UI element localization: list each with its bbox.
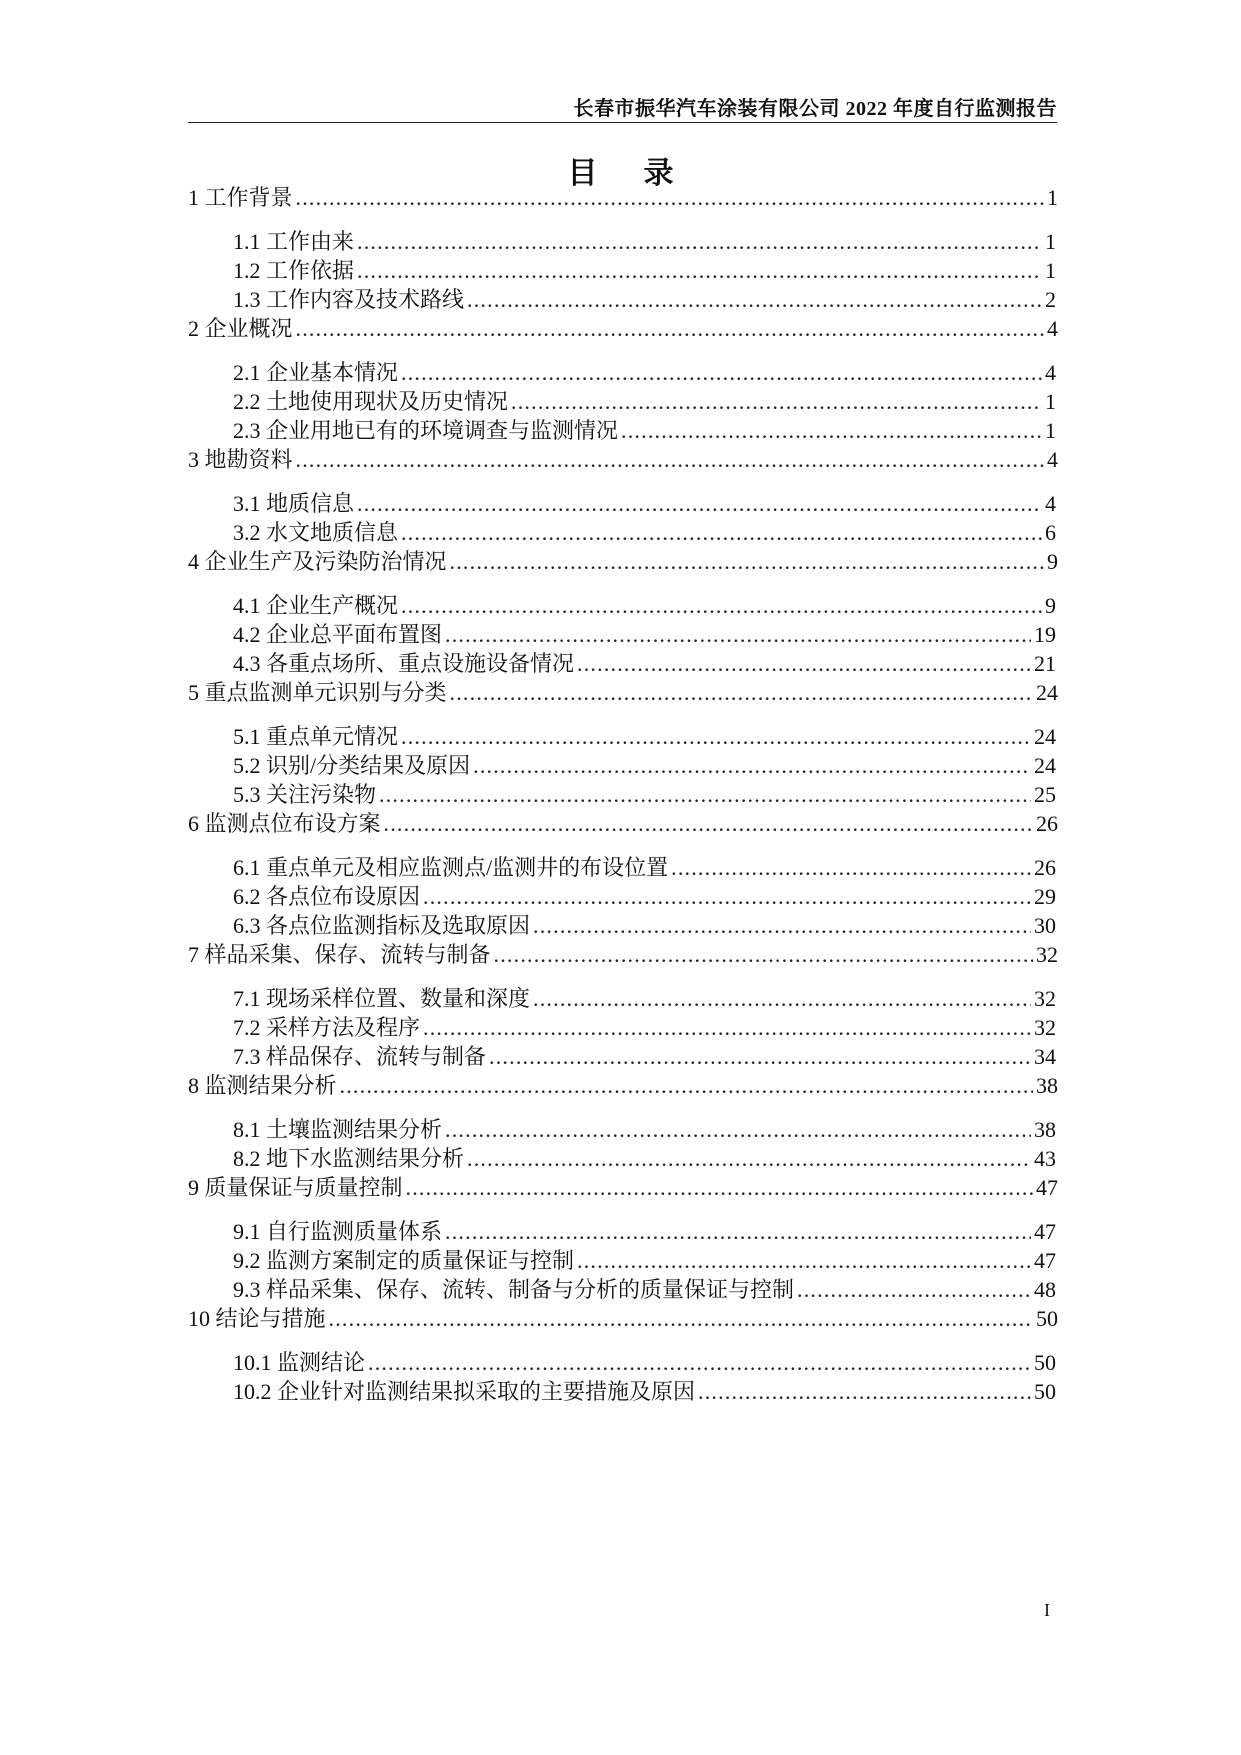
toc-title-part-2: 录 [643, 157, 674, 190]
toc-entry-label: 6 监测点位布设方案 [188, 811, 381, 836]
toc-dot-leader [401, 518, 1042, 548]
toc-dot-leader [329, 1304, 1033, 1334]
toc-entry-label: 3.1 地质信息 [233, 491, 355, 516]
toc-entry-page: 47 [1034, 1248, 1056, 1273]
toc-section-entry[interactable] [233, 853, 1056, 883]
toc-entry-page: 38 [1036, 1073, 1058, 1098]
toc-section-entry[interactable] [233, 1013, 1056, 1043]
toc-entry-page: 24 [1036, 680, 1058, 705]
toc-dot-leader [401, 591, 1042, 621]
toc-entry-page: 1 [1045, 389, 1056, 414]
toc-dot-leader [698, 1377, 1031, 1407]
toc-chapter-entry[interactable] [188, 1304, 1058, 1334]
toc-section-entry[interactable] [233, 722, 1056, 752]
toc-entry-page: 34 [1034, 1044, 1056, 1069]
toc-dot-leader [296, 445, 1044, 475]
toc-entry-page: 4 [1045, 491, 1056, 516]
toc-section-entry[interactable] [233, 1275, 1056, 1305]
toc-entry-label: 9 质量保证与质量控制 [188, 1175, 403, 1200]
toc-dot-leader [445, 620, 1031, 650]
toc-entry-label: 6.3 各点位监测指标及选取原因 [233, 913, 531, 938]
toc-section-entry[interactable] [233, 1042, 1056, 1072]
toc-entry-label: 2.2 土地使用现状及历史情况 [233, 389, 509, 414]
toc-dot-leader [401, 358, 1042, 388]
toc-section-entry[interactable] [233, 1246, 1056, 1276]
toc-dot-leader [379, 780, 1031, 810]
toc-entry-page: 24 [1034, 724, 1056, 749]
toc-dot-leader [467, 1144, 1031, 1174]
toc-dot-leader [357, 256, 1042, 286]
toc-dot-leader [797, 1275, 1031, 1305]
toc-section-entry[interactable] [233, 256, 1056, 286]
toc-entry-label: 1.3 工作内容及技术路线 [233, 287, 465, 312]
toc-entry-page: 38 [1034, 1117, 1056, 1142]
toc-entry-page: 50 [1034, 1350, 1056, 1375]
toc-entry-page: 47 [1036, 1175, 1058, 1200]
toc-dot-leader [450, 678, 1033, 708]
toc-entry-label: 4.2 企业总平面布置图 [233, 622, 443, 647]
toc-entry-label: 4 企业生产及污染防治情况 [188, 549, 447, 574]
toc-chapter-entry[interactable] [188, 940, 1058, 970]
toc-entry-label: 9.1 自行监测质量体系 [233, 1219, 443, 1244]
toc-entry-label: 2.1 企业基本情况 [233, 360, 399, 385]
toc-entry-page: 32 [1036, 942, 1058, 967]
toc-dot-leader [445, 1115, 1031, 1145]
toc-dot-leader [450, 547, 1044, 577]
toc-entry-page: 25 [1034, 782, 1056, 807]
toc-entry-page: 48 [1034, 1277, 1056, 1302]
toc-entry-label: 10.2 企业针对监测结果拟采取的主要措施及原因 [233, 1379, 696, 1404]
toc-title-part-1: 目 [567, 157, 598, 190]
toc-entry-label: 5.2 识别/分类结果及原因 [233, 753, 471, 778]
toc-section-entry[interactable] [233, 1115, 1056, 1145]
toc-dot-leader [384, 809, 1033, 839]
toc-entry-page: 4 [1045, 360, 1056, 385]
toc-entry-label: 4.1 企业生产概况 [233, 593, 399, 618]
toc-dot-leader [467, 285, 1042, 315]
toc-entry-label: 10 结论与措施 [188, 1306, 326, 1331]
toc-entry-label: 7.2 采样方法及程序 [233, 1015, 421, 1040]
toc-dot-leader [401, 722, 1031, 752]
toc-entry-page: 50 [1034, 1379, 1056, 1404]
toc-section-entry[interactable] [233, 649, 1056, 679]
toc-dot-leader [671, 853, 1031, 883]
toc-chapter-entry[interactable] [188, 1173, 1058, 1203]
toc-dot-leader [423, 882, 1031, 912]
toc-section-entry[interactable] [233, 591, 1056, 621]
toc-section-entry[interactable] [233, 620, 1056, 650]
toc-entry-page: 9 [1047, 549, 1058, 574]
toc-section-entry[interactable] [233, 387, 1056, 417]
toc-section-entry[interactable] [233, 358, 1056, 388]
toc-entry-label: 2.3 企业用地已有的环境调查与监测情况 [233, 418, 619, 443]
toc-entry-page: 47 [1034, 1219, 1056, 1244]
toc-entry-label: 1.2 工作依据 [233, 258, 355, 283]
toc-dot-leader [577, 649, 1031, 679]
toc-section-entry[interactable] [233, 285, 1056, 315]
toc-entry-label: 5.1 重点单元情况 [233, 724, 399, 749]
toc-dot-leader [494, 940, 1033, 970]
toc-entry-label: 9.3 样品采集、保存、流转、制备与分析的质量保证与控制 [233, 1277, 795, 1302]
toc-dot-leader [406, 1173, 1033, 1203]
toc-entry-page: 1 [1045, 418, 1056, 443]
toc-entry-page: 4 [1047, 447, 1058, 472]
toc-entry-label: 7.1 现场采样位置、数量和深度 [233, 986, 531, 1011]
toc-entry-label: 4.3 各重点场所、重点设施设备情况 [233, 651, 575, 676]
toc-dot-leader [489, 1042, 1031, 1072]
toc-entry-page: 50 [1036, 1306, 1058, 1331]
toc-section-entry[interactable] [233, 1217, 1056, 1247]
toc-section-entry[interactable] [233, 882, 1056, 912]
toc-entry-page: 1 [1045, 229, 1056, 254]
page-number: I [1044, 1600, 1050, 1620]
toc-dot-leader [357, 227, 1042, 257]
toc-entry-page: 29 [1034, 884, 1056, 909]
toc-entry-page: 4 [1047, 316, 1058, 341]
toc-entry-label: 8.2 地下水监测结果分析 [233, 1146, 465, 1171]
toc-entry-page: 21 [1034, 651, 1056, 676]
toc-entry-page: 1 [1047, 185, 1058, 210]
toc-dot-leader [533, 984, 1031, 1014]
toc-section-entry[interactable] [233, 489, 1056, 519]
toc-entry-label: 5.3 关注污染物 [233, 782, 377, 807]
toc-entry-label: 3.2 水文地质信息 [233, 520, 399, 545]
toc-entry-label: 3 地勘资料 [188, 447, 293, 472]
toc-section-entry[interactable] [233, 518, 1056, 548]
toc-entry-label: 8 监测结果分析 [188, 1073, 337, 1098]
toc-dot-leader [621, 416, 1042, 446]
toc-chapter-entry[interactable] [188, 1071, 1058, 1101]
toc-entry-page: 9 [1045, 593, 1056, 618]
toc-entry-label: 1 工作背景 [188, 185, 293, 210]
toc-entry-label: 9.2 监测方案制定的质量保证与控制 [233, 1248, 575, 1273]
toc-section-entry[interactable] [233, 780, 1056, 810]
table-of-contents [188, 0, 1058, 1755]
toc-entry-page: 30 [1034, 913, 1056, 938]
toc-entry-label: 2 企业概况 [188, 316, 293, 341]
toc-entry-label: 10.1 监测结论 [233, 1350, 366, 1375]
toc-chapter-entry[interactable] [188, 678, 1058, 708]
toc-entry-page: 26 [1034, 855, 1056, 880]
toc-entry-page: 26 [1036, 811, 1058, 836]
toc-section-entry[interactable] [233, 227, 1056, 257]
toc-dot-leader [533, 911, 1031, 941]
toc-entry-page: 19 [1034, 622, 1056, 647]
toc-chapter-entry[interactable] [188, 445, 1058, 475]
toc-entry-page: 1 [1045, 258, 1056, 283]
toc-section-entry[interactable] [233, 751, 1056, 781]
toc-dot-leader [296, 183, 1044, 213]
toc-dot-leader [357, 489, 1042, 519]
toc-entry-label: 5 重点监测单元识别与分类 [188, 680, 447, 705]
toc-entry-label: 6.1 重点单元及相应监测点/监测井的布设位置 [233, 855, 669, 880]
toc-dot-leader [577, 1246, 1031, 1276]
toc-entry-label: 1.1 工作由来 [233, 229, 355, 254]
toc-dot-leader [473, 751, 1031, 781]
toc-entry-page: 6 [1045, 520, 1056, 545]
toc-dot-leader [445, 1217, 1031, 1247]
toc-entry-page: 2 [1045, 287, 1056, 312]
toc-chapter-entry[interactable] [188, 314, 1058, 344]
toc-section-entry[interactable] [233, 1144, 1056, 1174]
toc-section-entry[interactable] [233, 1348, 1056, 1378]
toc-entry-label: 7 样品采集、保存、流转与制备 [188, 942, 491, 967]
toc-section-entry[interactable] [233, 984, 1056, 1014]
toc-entry-label: 7.3 样品保存、流转与制备 [233, 1044, 487, 1069]
toc-entry-page: 32 [1034, 1015, 1056, 1040]
toc-entry-page: 43 [1034, 1146, 1056, 1171]
toc-dot-leader [511, 387, 1042, 417]
toc-section-entry[interactable] [233, 416, 1056, 446]
toc-dot-leader [340, 1071, 1033, 1101]
toc-dot-leader [296, 314, 1044, 344]
header-title: 长春市振华汽车涂装有限公司 2022 年度自行监测报告 [573, 98, 1057, 120]
toc-dot-leader [368, 1348, 1031, 1378]
toc-chapter-entry[interactable] [188, 183, 1058, 213]
toc-chapter-entry[interactable] [188, 809, 1058, 839]
toc-section-entry[interactable] [233, 911, 1056, 941]
toc-dot-leader [423, 1013, 1031, 1043]
toc-entry-label: 8.1 土壤监测结果分析 [233, 1117, 443, 1142]
toc-chapter-entry[interactable] [188, 547, 1058, 577]
toc-entry-page: 32 [1034, 986, 1056, 1011]
toc-section-entry[interactable] [233, 1377, 1056, 1407]
toc-entry-label: 6.2 各点位布设原因 [233, 884, 421, 909]
toc-entry-page: 24 [1034, 753, 1056, 778]
